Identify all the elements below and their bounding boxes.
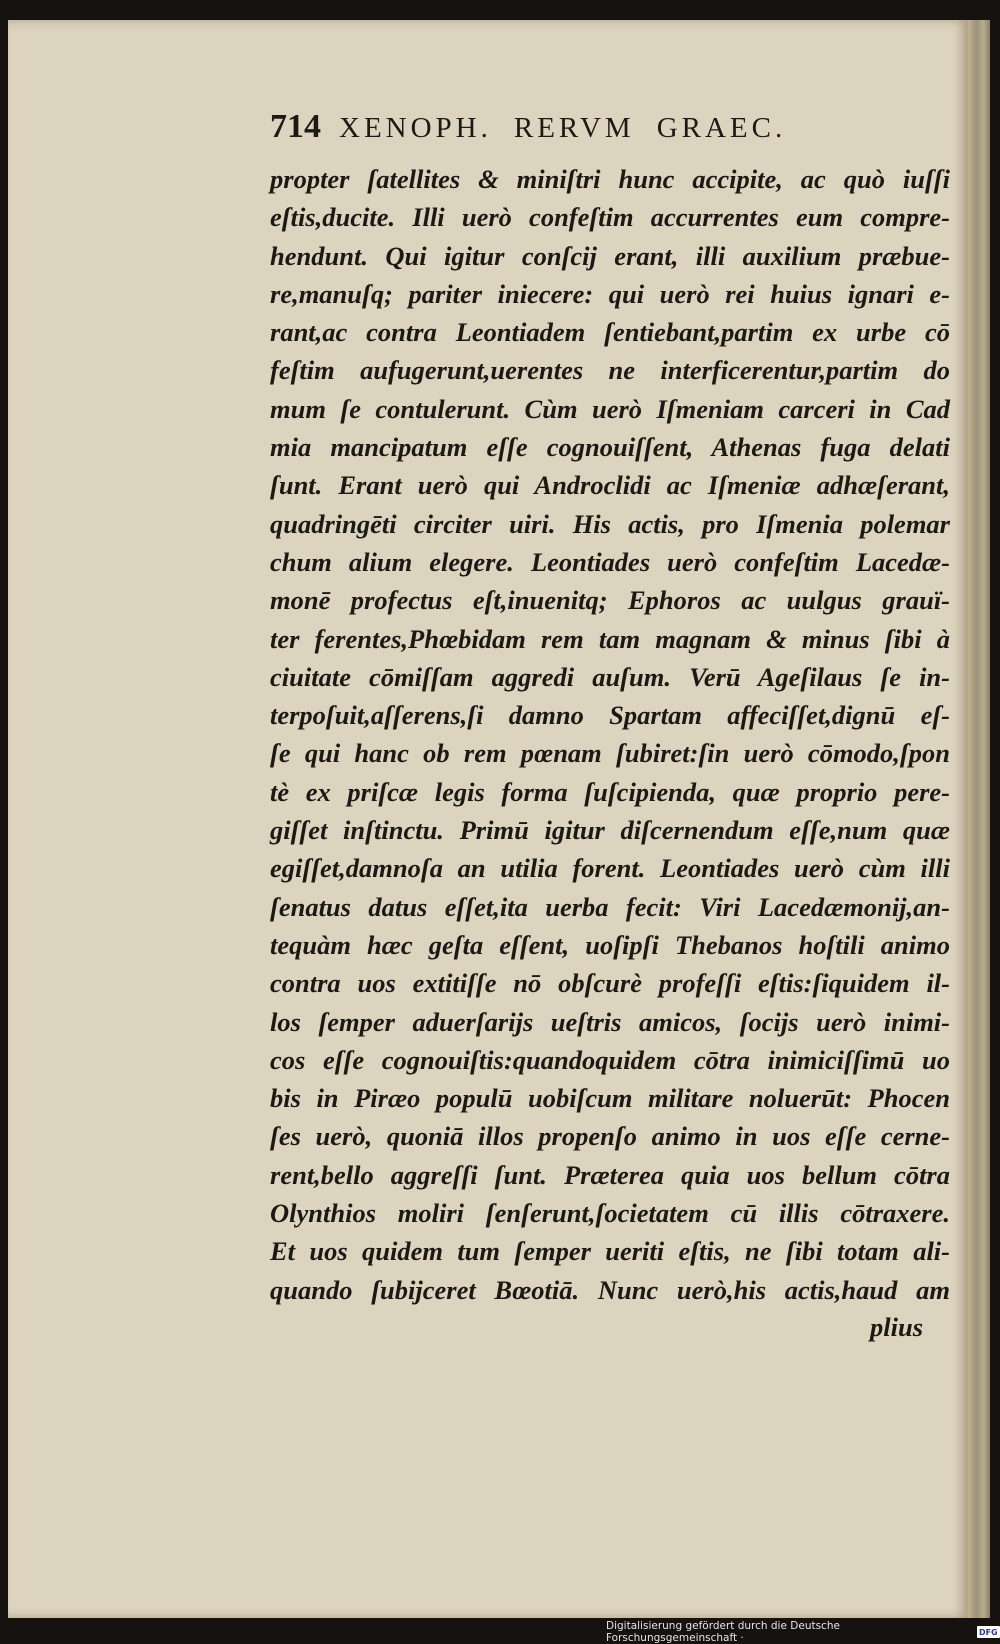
text-line: feſtim aufugerunt,uerentes ne interficerentur,partim do	[270, 355, 950, 386]
text-line: monē profectus eſt,inuenitq; Ephoros ac uulgus grauï-	[270, 585, 950, 616]
text-line: contra uos extitiſſe nō obſcurè profeſſi eſtis:ſiquidem il-	[270, 968, 950, 999]
footer-credit: Digitalisierung gefördert durch die Deutsche Forschungsgemeinschaft ·	[606, 1620, 840, 1644]
text-line: chum alium elegere. Leontiades uerò confeſtim Lacedæ-	[270, 546, 950, 577]
running-head	[339, 112, 786, 145]
text-line: hendunt. Qui igitur conſcij erant, illi auxilium præbue-	[270, 240, 950, 271]
running-head-word: GRAEC.	[656, 112, 787, 144]
text-line: quando ſubijceret Bœotiā. Nunc uerò,his actis,haud am	[270, 1274, 950, 1305]
book-page	[8, 20, 968, 1618]
page-header	[270, 108, 946, 154]
text-line: terpoſuit,aſſerens,ſi damno Spartam affeciſſet,dignū eſ-	[270, 700, 950, 731]
page-number: 714	[270, 108, 321, 145]
catchword: plius	[870, 1312, 924, 1342]
text-line: re,manuſq; pariter iniecere: qui uerò rei huius ignari e-	[270, 278, 950, 309]
text-line: ſe qui hanc ob rem pœnam ſubiret:ſin uerò cōmodo,ſpon	[270, 738, 950, 769]
text-line: ſes uerò, quoniā illos propenſo animo in uos eſſe cerne-	[270, 1121, 950, 1152]
text-line: quadringēti circiter uiri. His actis, pro Iſmenia polemar	[270, 508, 950, 539]
text-line: ſunt. Erant uerò qui Androclidi ac Iſmeniæ adhæſerant,	[270, 470, 950, 501]
text-line: rent,bello aggreſſi ſunt. Præterea quia uos bellum cōtra	[270, 1159, 950, 1190]
text-line: propter ſatellites & miniſtri hunc accipite, ac quò iuſſi	[270, 164, 950, 194]
running-head-word: RERVM	[513, 112, 635, 144]
text-line: rant,ac contra Leontiadem ſentiebant,partim ex urbe cō	[270, 317, 950, 348]
text-line: ter ferentes,Phœbidam rem tam magnam & minus ſibi à	[270, 623, 950, 654]
text-line: tè ex priſcæ legis forma ſuſcipienda, quæ proprio pere-	[270, 776, 950, 807]
text-line: mum ſe contulerunt. Cùm uerò Iſmeniam carceri in Cad	[270, 393, 950, 424]
text-line: cos eſſe cognouiſtis:quandoquidem cōtra inimiciſſimū uo	[270, 1044, 950, 1075]
text-line: tequàm hæc geſta eſſent, uoſipſi Thebanos hoſtili animo	[270, 929, 950, 960]
body-text	[270, 160, 950, 1309]
text-line: Et uos quidem tum ſemper ueriti eſtis, ne ſibi totam ali-	[270, 1236, 950, 1267]
text-line: mia mancipatum eſſe cognouiſſent, Athenas fuga delati	[270, 432, 950, 463]
text-line: Olynthios moliri ſenſerunt,ſocietatem cū illis cōtraxere.	[270, 1198, 950, 1229]
text-line: los ſemper aduerſarijs ueſtris amicos, ſocijs uerò inimi-	[270, 1006, 950, 1037]
text-line: egiſſet,damnoſa an utilia forent. Leontiades uerò cùm illi	[270, 853, 950, 884]
running-head-word: XENOPH.	[339, 112, 492, 144]
book-scan	[8, 20, 990, 1618]
text-line: ciuitate cōmiſſam aggredi auſum. Verū Ageſilaus ſe in-	[270, 661, 950, 692]
dfg-logo-icon: DFG	[977, 1626, 1000, 1638]
footer	[606, 1620, 1000, 1644]
text-line: giſſet inſtinctu. Primū igitur diſcernendum eſſe,num quæ	[270, 815, 950, 846]
page-edge	[968, 20, 990, 1618]
text-line: ſenatus datus eſſet,ita uerba fecit: Viri Lacedæmonij,an-	[270, 891, 950, 922]
text-line: eſtis,ducite. Illi uerò confeſtim accurrentes eum compre-	[270, 202, 950, 233]
text-line: bis in Piræo populū uobiſcum militare noluerūt: Phocen	[270, 1083, 950, 1114]
